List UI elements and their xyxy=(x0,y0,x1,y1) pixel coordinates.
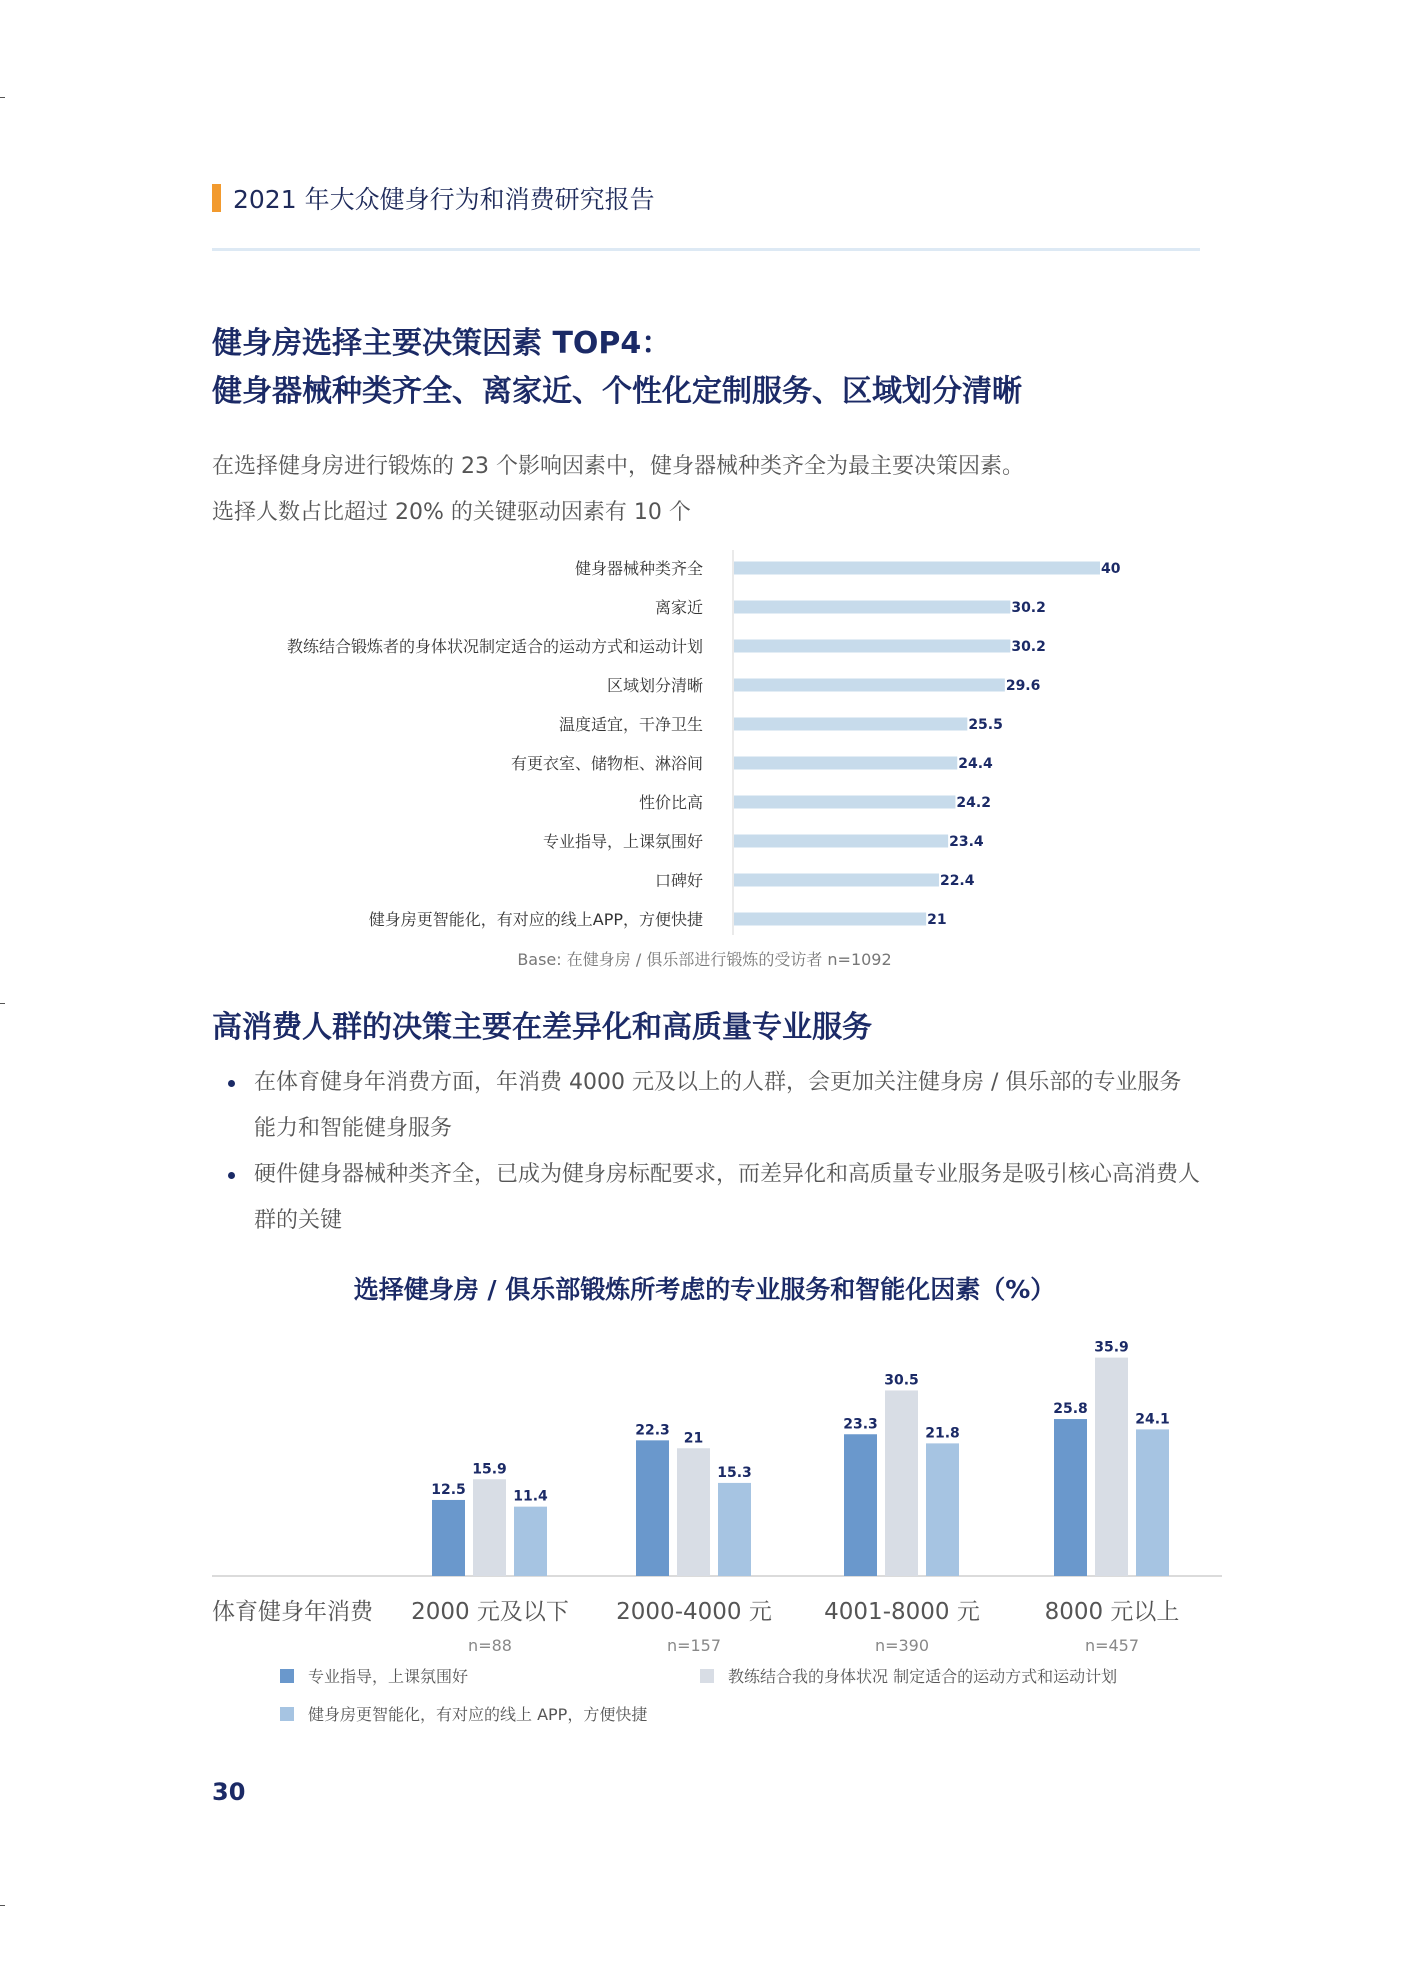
bullet-text: 硬件健身器械种类齐全，已成为健身房标配要求，而差异化和高质量专业服务是吸引核心高消费人群的关键 xyxy=(254,1162,1201,1233)
value-label: 25.8 xyxy=(1053,1401,1088,1418)
bullet-item xyxy=(222,1060,1202,1152)
bar xyxy=(734,679,1005,692)
sample-size-label: n=390 xyxy=(874,1636,930,1655)
decision-factors-bar-chart xyxy=(0,550,1409,940)
bullet-dot-icon xyxy=(228,1080,235,1087)
x-axis-title: 体育健身年消费 xyxy=(212,1599,373,1625)
category-label: 性价比高 xyxy=(638,793,703,812)
bar xyxy=(1054,1419,1087,1576)
value-label: 21 xyxy=(683,1430,704,1447)
report-header xyxy=(212,182,655,214)
bullet-item xyxy=(222,1152,1202,1244)
header-accent-bar xyxy=(212,184,221,212)
bar xyxy=(1136,1429,1169,1576)
value-label: 30.5 xyxy=(884,1372,919,1389)
sample-size-label: n=88 xyxy=(468,1636,512,1655)
category-label: 健身器械种类齐全 xyxy=(574,559,703,578)
category-label: 8000 元以上 xyxy=(1044,1599,1180,1625)
bullet-text: 在体育健身年消费方面，年消费 4000 元及以上的人群，会更加关注健身房 / 俱乐部的专业服务能力和智能健身服务 xyxy=(254,1070,1182,1141)
category-label: 区域划分清晰 xyxy=(606,676,703,695)
sample-size-label: n=157 xyxy=(666,1636,722,1655)
section1-title-line1: 健身房选择主要决策因素 TOP4： xyxy=(212,326,672,361)
bar xyxy=(885,1390,918,1576)
value-label: 25.5 xyxy=(968,717,1003,733)
value-label: 24.1 xyxy=(1135,1411,1170,1428)
bar xyxy=(926,1443,959,1576)
bar xyxy=(734,796,955,809)
chart2-legend xyxy=(0,1664,1409,1744)
section1-title-line2: 健身器械种类齐全、离家近、个性化定制服务、区域划分清晰 xyxy=(212,374,1022,409)
bar xyxy=(677,1448,710,1576)
spending-groups-bar-chart xyxy=(0,1320,1409,1660)
bar xyxy=(844,1434,877,1576)
legend-label: 专业指导，上课氛围好 xyxy=(308,1667,469,1686)
section1-paragraph-line1: 在选择健身房进行锻炼的 23 个影响因素中，健身器械种类齐全为最主要决策因素。 xyxy=(212,454,1024,479)
chart1-base-note: Base: 在健身房 / 俱乐部进行锻炼的受访者 n=1092 xyxy=(517,950,892,969)
category-label: 离家近 xyxy=(654,598,703,617)
value-label: 11.4 xyxy=(513,1488,548,1505)
section2-title: 高消费人群的决策主要在差异化和高质量专业服务 xyxy=(212,1010,872,1045)
value-label: 21 xyxy=(927,912,947,928)
report-title: 2021 年大众健身行为和消费研究报告 xyxy=(233,185,655,214)
value-label: 12.5 xyxy=(431,1481,466,1498)
category-label: 4001-8000 元 xyxy=(824,1599,980,1625)
section1-paragraph-line2: 选择人数占比超过 20% 的关键驱动因素有 10 个 xyxy=(212,500,691,525)
legend-item-series-2 xyxy=(700,1664,1117,1687)
section2-bullet-list xyxy=(222,1060,1202,1244)
category-label: 教练结合锻炼者的身体状况制定适合的运动方式和运动计划 xyxy=(286,637,703,656)
bar xyxy=(734,835,948,848)
category-label: 健身房更智能化，有对应的线上APP，方便快捷 xyxy=(368,910,703,929)
value-label: 21.8 xyxy=(925,1425,960,1442)
sample-size-label: n=457 xyxy=(1084,1636,1140,1655)
category-label: 2000-4000 元 xyxy=(616,1599,772,1625)
value-label: 23.4 xyxy=(949,834,984,850)
value-label: 40 xyxy=(1101,561,1121,577)
value-label: 22.4 xyxy=(939,873,975,889)
legend-swatch xyxy=(280,1707,294,1721)
category-label: 口碑好 xyxy=(654,871,703,890)
bar xyxy=(734,718,967,731)
category-label: 有更衣室、储物柜、淋浴间 xyxy=(510,754,703,773)
bar xyxy=(734,874,939,887)
bar xyxy=(734,913,926,926)
bar xyxy=(432,1500,465,1576)
legend-label: 教练结合我的身体状况 制定适合的运动方式和运动计划 xyxy=(728,1667,1118,1686)
bar xyxy=(636,1440,669,1576)
bar xyxy=(514,1507,547,1576)
legend-label: 健身房更智能化，有对应的线上 APP，方便快捷 xyxy=(308,1705,648,1724)
bar xyxy=(734,562,1100,575)
value-label: 15.3 xyxy=(717,1464,752,1481)
category-label: 温度适宜，干净卫生 xyxy=(558,715,703,734)
value-label: 24.4 xyxy=(958,756,993,772)
value-label: 24.2 xyxy=(956,795,991,811)
value-label: 22.3 xyxy=(635,1422,670,1439)
legend-item-series-3 xyxy=(280,1702,647,1725)
bar xyxy=(718,1483,751,1576)
value-label: 30.2 xyxy=(1011,600,1046,616)
legend-swatch xyxy=(700,1669,714,1683)
value-label: 30.2 xyxy=(1011,639,1046,655)
bullet-dot-icon xyxy=(228,1172,235,1179)
category-label: 专业指导，上课氛围好 xyxy=(542,832,703,851)
legend-item-series-1 xyxy=(280,1664,468,1687)
bar xyxy=(734,640,1010,653)
page-number: 30 xyxy=(212,1778,246,1806)
header-divider xyxy=(212,248,1200,251)
value-label: 29.6 xyxy=(1005,678,1041,694)
category-label: 2000 元及以下 xyxy=(411,1599,569,1625)
chart2-title: 选择健身房 / 俱乐部锻炼所考虑的专业服务和智能化因素（%） xyxy=(353,1275,1056,1304)
bar xyxy=(734,601,1010,614)
value-label: 15.9 xyxy=(472,1461,507,1478)
legend-swatch xyxy=(280,1669,294,1683)
bar xyxy=(734,757,957,770)
bar xyxy=(473,1479,506,1576)
value-label: 35.9 xyxy=(1094,1339,1129,1356)
bar xyxy=(1095,1358,1128,1576)
value-label: 23.3 xyxy=(843,1416,878,1433)
